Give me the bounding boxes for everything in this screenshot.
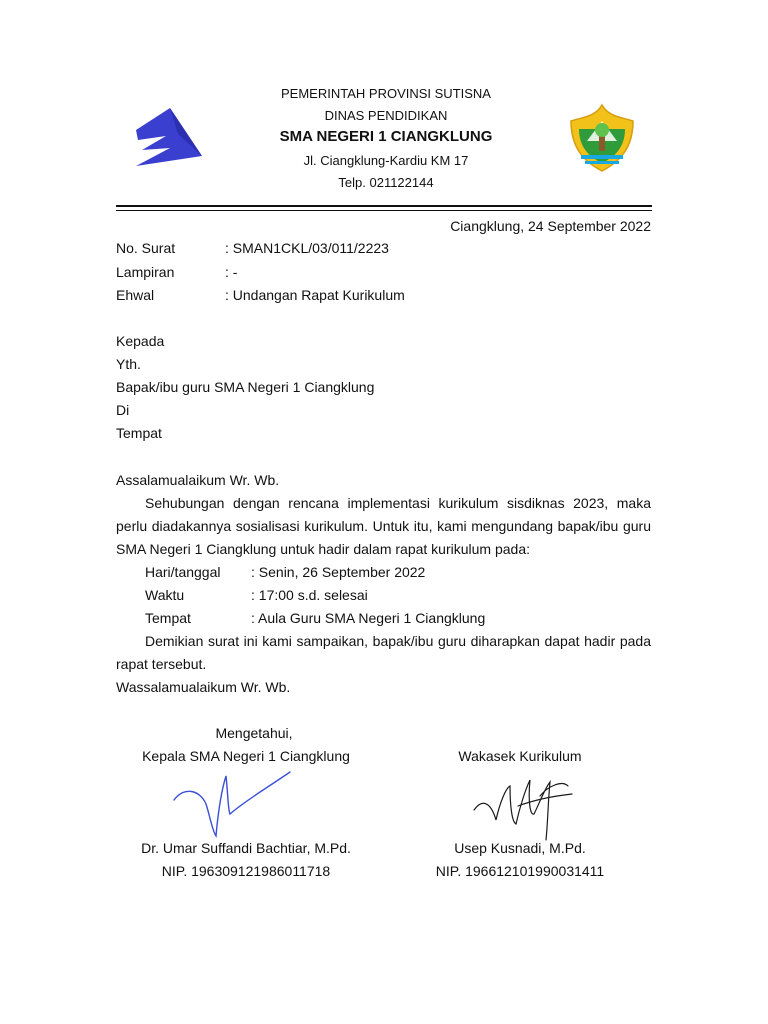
closing-line-1: Demikian surat ini kami sampaikan, bapak/ibu guru diharapkan dapat hadir pada [145, 633, 651, 649]
recipient-di: Di [116, 402, 130, 418]
right-signature-icon [470, 766, 580, 846]
province-emblem-icon [569, 103, 635, 173]
acknowledge-label: Mengetahui, [215, 725, 293, 741]
government-name: PEMERINTAH PROVINSI SUTISNA [281, 86, 491, 101]
header-divider-thin [116, 210, 652, 211]
right-signer-name: Usep Kusnadi, M.Pd. [454, 840, 586, 856]
recipient-place: Tempat [116, 425, 162, 441]
place-date: Ciangklung, 24 September 2022 [450, 218, 651, 234]
left-signature-icon [166, 764, 306, 844]
meta-row-number [116, 237, 389, 260]
detail-label: Hari/tanggal [145, 564, 221, 580]
department-name: DINAS PENDIDIKAN [324, 108, 448, 123]
left-signer-title: Kepala SMA Negeri 1 Ciangklung [142, 748, 350, 764]
detail-row-place [145, 607, 485, 630]
meta-row-subject [116, 284, 405, 307]
detail-row-day [145, 561, 425, 584]
meta-value: : Undangan Rapat Kurikulum [225, 287, 405, 303]
greeting: Assalamualaikum Wr. Wb. [116, 472, 280, 488]
right-signer-title: Wakasek Kurikulum [458, 748, 582, 764]
detail-value: : Senin, 26 September 2022 [251, 564, 426, 580]
farewell: Wassalamualaikum Wr. Wb. [116, 679, 291, 695]
meta-value: : SMAN1CKL/03/011/2223 [225, 240, 389, 256]
recipient-yth: Yth. [116, 356, 141, 372]
school-name: SMA NEGERI 1 CIANGKLUNG [279, 128, 493, 145]
closing-line-2: rapat tersebut. [116, 656, 207, 672]
meta-label: Lampiran [116, 264, 175, 280]
left-signer-name: Dr. Umar Suffandi Bachtiar, M.Pd. [141, 840, 351, 856]
detail-value: : 17:00 s.d. selesai [251, 587, 368, 603]
recipient-kepada: Kepada [116, 333, 165, 349]
school-logo-icon [132, 104, 206, 168]
meta-value: : - [225, 264, 238, 280]
intro-line-1: Sehubungan dengan rencana implementasi kurikulum sisdiknas 2023, maka [145, 495, 651, 511]
detail-label: Tempat [145, 610, 191, 626]
header-divider-thick [116, 205, 652, 207]
meta-label: Ehwal [116, 287, 155, 303]
detail-label: Waktu [145, 587, 185, 603]
detail-value: : Aula Guru SMA Negeri 1 Ciangklung [251, 610, 486, 626]
school-address: Jl. Ciangklung-Kardiu KM 17 [303, 153, 469, 168]
right-signer-nip: NIP. 196612101990031411 [435, 863, 605, 879]
recipient-name: Bapak/ibu guru SMA Negeri 1 Ciangklung [116, 379, 375, 395]
meta-label: No. Surat [116, 240, 176, 256]
meta-row-attachment [116, 261, 237, 284]
intro-line-3: SMA Negeri 1 Ciangklung untuk hadir dalam rapat kurikulum pada: [116, 541, 531, 557]
intro-line-2: perlu diadakannya sosialisasi kurikulum. Untuk itu, kami mengundang bapak/ibu guru [116, 518, 651, 534]
detail-row-time [145, 584, 368, 607]
left-signer-nip: NIP. 196309121986011718 [161, 863, 331, 879]
school-phone: Telp. 021122144 [338, 175, 434, 190]
